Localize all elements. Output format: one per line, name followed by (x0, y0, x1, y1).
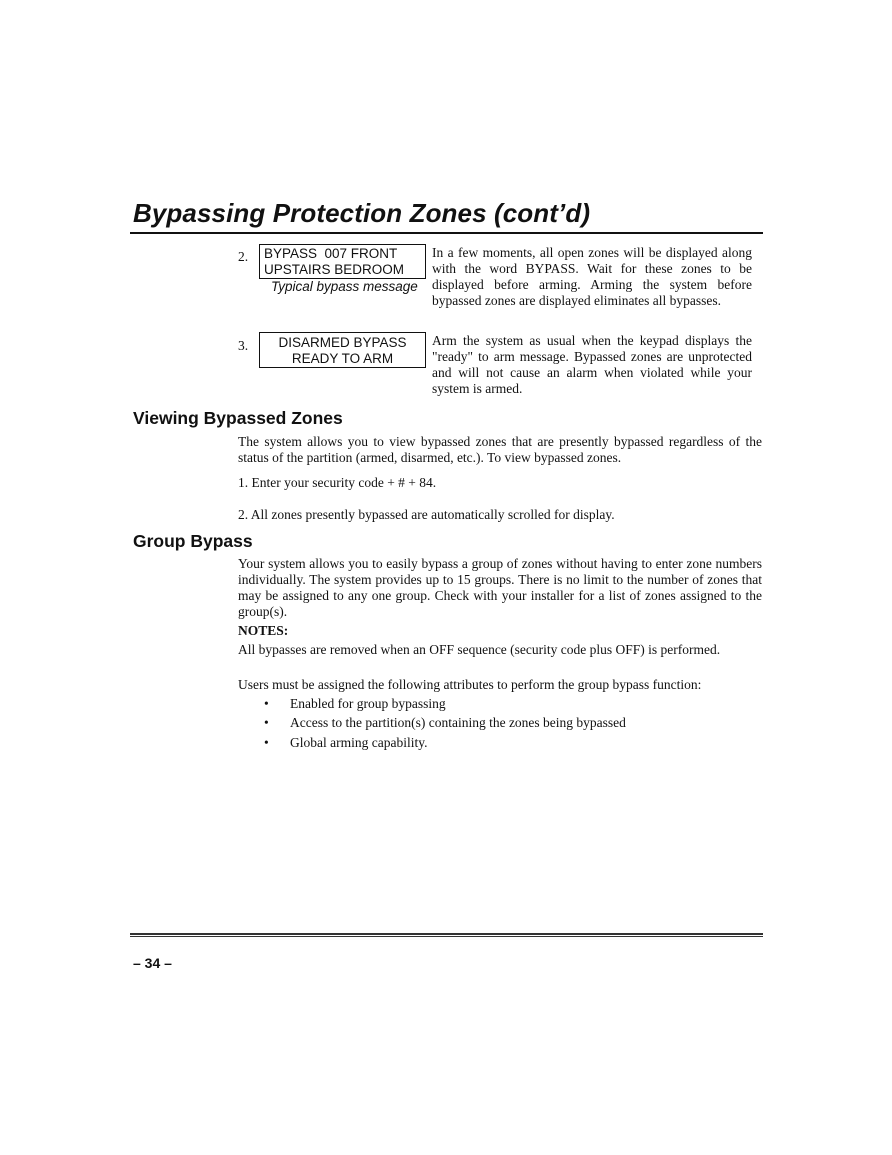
step-number: 3. (238, 338, 249, 353)
note-text: Users must be assigned the following attributes to perform the group bypass function: (238, 677, 702, 692)
page-number: – 34 – (133, 955, 172, 971)
section-heading: Group Bypass (133, 531, 253, 551)
title-rule (130, 232, 763, 234)
display-line: UPSTAIRS BEDROOM (264, 262, 405, 277)
bullet-icon: • (264, 715, 269, 730)
step-text: In a few moments, all open zones will be displayed along with the word BYPASS. Wait for these zones to be displayed before arming. Arming the system before bypassed zones are displayed eliminates all bypasses. (432, 245, 752, 308)
step-number: 2. (238, 249, 249, 264)
page-title: Bypassing Protection Zones (cont’d) (133, 198, 591, 228)
bullet-icon: • (264, 696, 269, 711)
note-text: All bypasses are removed when an OFF sequence (security code plus OFF) is performed. (238, 642, 721, 657)
bullet-item: Global arming capability. (290, 735, 428, 750)
display-line: DISARMED BYPASS (278, 335, 407, 350)
bullet-item: Access to the partition(s) containing the zones being bypassed (290, 715, 626, 730)
display-caption: Typical bypass message (271, 279, 418, 294)
step-text: Arm the system as usual when the keypad displays the "ready" to arm message. Bypassed zones are unprotected and will not cause an alarm when violated while your system is armed. (432, 333, 752, 396)
list-item: 2. All zones presently bypassed are automatically scrolled for display. (238, 507, 615, 522)
notes-label: NOTES: (238, 623, 289, 638)
bullet-item: Enabled for group bypassing (290, 696, 446, 711)
footer-rule (130, 933, 763, 937)
section-intro: Your system allows you to easily bypass a group of zones without having to enter zone numbers individually. The system provides up to 15 groups. There is no limit to the number of zones that may be assigned to any one group. Check with your installer for a list of zones assigned to the group(s). (238, 556, 762, 619)
display-line: BYPASS 007 FRONT (264, 246, 398, 261)
section-intro: The system allows you to view bypassed zones that are presently bypassed regardless of the status of the partition (armed, disarmed, etc.). To view bypassed zones. (238, 434, 762, 465)
keypad-display (259, 332, 426, 368)
list-item: 1. Enter your security code + # + 84. (238, 475, 437, 490)
bullet-icon: • (264, 735, 269, 750)
display-line: READY TO ARM (291, 351, 394, 366)
keypad-display (259, 244, 426, 279)
section-heading: Viewing Bypassed Zones (133, 408, 343, 428)
